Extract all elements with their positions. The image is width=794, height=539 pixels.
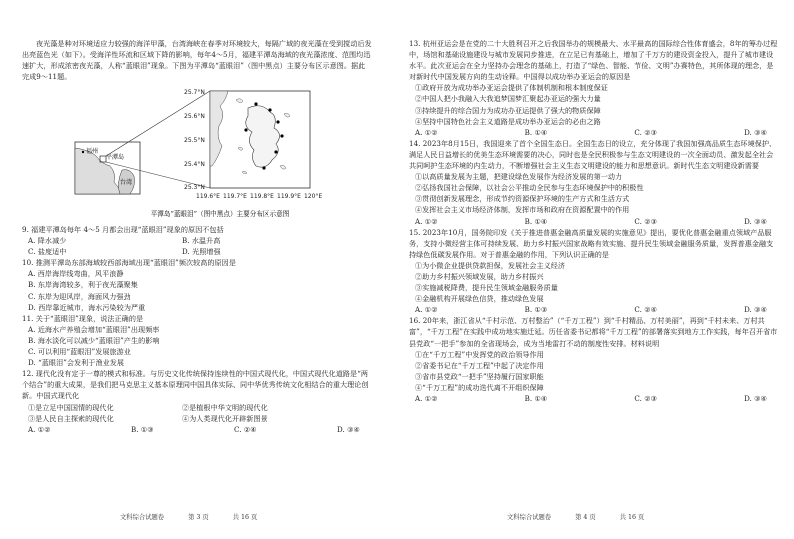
map-caption: 平潭岛“蓝眼泪”（图中黑点）主要分布区示意图: [150, 210, 290, 218]
q12-statement-2: ②是植根中华文明的现代化: [182, 402, 268, 412]
q12-statements-34: [22, 413, 372, 424]
lon-label-1: 119.6°E: [196, 193, 220, 200]
q13-statement-1: ①政府开放为成功举办亚运会提供了体制机制和根本制度保证: [415, 83, 608, 93]
right-footer-title: 文科综合试题卷: [507, 514, 552, 521]
q9-option-d: D. 光照增强: [182, 247, 221, 257]
q14-statement-2: ②弘扬我国社会保障，以社会公平推动全民参与生态环境保护中的积极性: [415, 183, 644, 193]
q13-statement-4: ④坚持中国特色社会主义道路是成功举办亚运会的必由之路: [415, 116, 601, 126]
q13-option-a: A. ①②: [415, 127, 438, 137]
q16-stem: 16. 20年来，浙江省从“千村示范、万村整治”（“千万工程”）到“千村精品、万村美丽”，再到“千村未来、万村共富”，“千万工程”在实践中成功地实施迁延。历任省委书记都将“千万工程”的部署落实到地方工作实践，每年召开省市县党政“一把手”参加的全省现场会，成为当地雷打不动的制度性安排。材料说明: [409, 316, 778, 348]
lon-label-4: 119.9°E: [277, 193, 301, 200]
inset-label-pingtan: 平潭岛: [106, 154, 125, 161]
q9-option-c: C. 盐度适中: [28, 247, 67, 257]
q14-option-c: C. ②③: [634, 216, 658, 226]
q12-statement-1: ①是立足中国国情的现代化: [28, 402, 114, 412]
q10-option-a: A. 西岸海岸线弯曲，风平浪静: [28, 269, 124, 279]
lat-label-4: 25.4°N: [184, 161, 205, 168]
q13-statement-3: ③持续提升的综合国力为成功办亚运提供了强大的物质保障: [415, 105, 601, 115]
q16-option-d: D. ③④: [744, 394, 767, 403]
q12-option-a: A. ①②: [28, 424, 51, 434]
q15-statement-4: ④金融机构开展绿色信贷，推动绿色发展: [415, 294, 544, 304]
left-questions: [22, 224, 372, 435]
q12-statement-4: ④为人类现代化开辟新图景: [182, 413, 268, 423]
lon-label-2: 119.7°E: [223, 193, 247, 200]
q16-statement-4: ④“千万工程”的成功迭代离不开组织保障: [415, 382, 544, 392]
q14-statement-1: ①以高质量发展为主题，把建设绿色发展作为经济发展的第一动力: [415, 172, 623, 182]
q12-stem: 12. 现代化没有定于一尊的模式和标准。与历史文化传统保持连续性的中国式现代化，中国式现代化道路是“两个结合”的重大成果，是我们把马克思主义基本原理同中国具体实际、同中华优秀传统文化相结合的重大理论创新。中国式现代化: [22, 369, 369, 401]
q15-options: [409, 304, 779, 315]
left-footer: [120, 512, 279, 521]
q11-stem: 11. 关于“蓝眼泪”现象，说法正确的是: [22, 313, 144, 323]
q16-statement-2: ②省委书记在“千万工程”中起了决定作用: [415, 360, 544, 370]
right-page: [397, 0, 794, 539]
q15-option-d: D. ③④: [744, 305, 767, 315]
q10-option-d: D. 西岸靠近城市，海水污染较为严重: [28, 302, 146, 312]
q11-option-c: C. 可以利用“蓝眼泪”发展旅游业: [28, 347, 131, 357]
q13-option-d: D. ③④: [744, 127, 767, 137]
lat-label-5: 25.3°N: [184, 184, 205, 191]
q14-option-b: B. ①④: [524, 216, 548, 226]
right-column: [409, 38, 779, 404]
q12-option-c: C. ②④: [234, 424, 257, 434]
leader-line-top: [106, 91, 210, 156]
q12-statements-12: [22, 402, 372, 413]
left-footer-total: 共 16 页: [232, 514, 258, 521]
q12-options: [22, 424, 372, 435]
lon-label-3: 119.8°E: [250, 193, 274, 200]
left-footer-page: 第 3 页: [188, 514, 209, 521]
q14-options: [409, 216, 779, 227]
q16-option-a: A. ①②: [415, 394, 438, 403]
q15-option-c: C. ②④: [634, 305, 658, 315]
q10-option-b: B. 东岸海湾较多，利于夜光藻聚集: [28, 280, 138, 290]
map-svg: [70, 86, 370, 226]
lat-label-3: 25.5°N: [184, 137, 205, 144]
q15-option-a: A. ①②: [415, 305, 438, 315]
q13-stem: 13. 杭州亚运会是在党的二十大胜利召开之后我国举办的规模最大、水平最高的国际综合性体育盛会，8年的筹办过程中，场馆和基础设施建设与城市发展同步推进，在立足已有基础上，增加了千万方的建设资金投入，提升了城市建设水平。此次亚运会在全力坚持办会理念的基础上，打造了“绿色、智能、节俭、文明”办赛特色，其所体现的理念，是对新时代中国发展方向的生动诠释。中国得以成功举办亚运会的原因是: [409, 39, 778, 82]
fuzhou-point: [82, 151, 84, 153]
q16-option-b: B. ①④: [524, 394, 548, 403]
q9-option-a: A. 降水减少: [28, 236, 67, 246]
q16-option-c: C. ②③: [634, 394, 658, 403]
map-figure: [70, 86, 370, 226]
lat-label-1: 25.7°N: [184, 89, 205, 96]
q10-option-c: C. 东岸为迎风岸，海面风力强劲: [28, 291, 131, 301]
q14-option-a: A. ①②: [415, 216, 438, 226]
q14-statement-3: ③贯彻创新发展理念，形成节约资源保护环境的生产方式和生活方式: [415, 194, 630, 204]
lat-label-2: 25.6°N: [184, 113, 205, 120]
q15-option-b: B. ①③: [524, 305, 548, 315]
q15-statement-3: ③实施减税降费，提升民生领域金融服务质量: [415, 283, 558, 293]
q11-option-b: B. 海水淡化可以减少“蓝眼泪”产生的影响: [28, 335, 160, 345]
inset-label-fuzhou: 福州: [86, 148, 99, 155]
q14-stem: 14. 2023年8月15日，我国迎来了首个全国生态日。全国生态日的设立，充分体现了我国加强高品质生态环境保护、满足人民日益增长的优美生态环境需要的决心，同时也是全民积极参与生态文明建设的一次全面动员、激发起全社会共同呵护生态环境的内生动力，不断增强社会主义生态文明建设的能力和思想意识。新时代生态文明建设新需要: [409, 138, 777, 171]
q13-statement-2: ②中国人把小我融入大我追梦国梦汇聚起办亚运的强大力量: [415, 94, 601, 104]
q14-statement-4: ④发挥社会主义市场经济体制，发挥市场和政府在资源配置中的作用: [415, 205, 630, 215]
q13-option-b: B. ①④: [524, 127, 548, 137]
q9-option-b: B. 水温升高: [182, 236, 221, 246]
q16-options: [409, 393, 779, 404]
lon-label-5: 120°E: [304, 193, 323, 200]
intro-passage: 夜光藻是种对环境适应力较强的海洋甲藻，台湾海峡在春季对环境较大，每隔广域的夜光藻在受到搅动后发出亮蓝色光（如下）。受海洋性环流和区域下降的影响，每年4～5月，福建平潭岛海域的夜光藻浓度、范围均迅速扩大，形成浓密夜光藻，人称“蓝眼泪”现象。下图为平潭岛“蓝眼泪”（图中黑点）主要分布区示意图。据此完成9～11题。: [22, 39, 372, 82]
right-footer: [507, 512, 666, 521]
q13-option-c: C. ②③: [634, 127, 658, 137]
q12-option-d: D. ③④: [337, 424, 360, 434]
q12-option-b: B. ①③: [130, 424, 154, 434]
q10-stem: 10. 推测平潭岛东部海域较西部海域出现“蓝眼泪”频次较高的原因是: [22, 258, 236, 268]
left-footer-title: 文科综合试题卷: [120, 514, 165, 521]
q12-statement-3: ③是人民自主探索的现代化: [28, 413, 114, 423]
q13-options: [409, 127, 779, 138]
q15-statement-1: ①为小微企业提供贷款担保，发展社会主义经济: [415, 260, 566, 270]
q11-option-d: D. “蓝眼泪”会发利于渔业发展: [28, 358, 125, 368]
q16-statement-1: ①在“千万工程”中发挥党的政治领导作用: [415, 349, 544, 359]
right-footer-page: 第 4 页: [575, 514, 596, 521]
q9-stem: 9. 福建平潭岛每年 4～5 月都会出现“蓝眼泪”现象的原因不包括: [22, 225, 224, 234]
q14-option-d: D. ③④: [744, 216, 767, 226]
q9-options-cd: [22, 246, 372, 257]
q9-options-ab: [22, 235, 372, 246]
q11-option-a: A. 近海水产养殖会增加“蓝眼泪”出现频率: [28, 324, 160, 334]
right-footer-total: 共 16 页: [619, 514, 645, 521]
q15-stem: 15. 2023年10月，国务院印发《关于推进普惠金融高质量发展的实施意见》提出，要优化普惠金融重点领域产品服务，支持小微经营主体可持续发展、助力乡村振兴国家战略有效实施、提升民生领域金融服务质量，发挥普惠金融支持绿色低碳发展作用。对于普惠金融的作用，下列认识正确的是: [409, 227, 774, 259]
inset-label-taiwan: 台湾: [120, 179, 133, 186]
left-column: [22, 38, 372, 82]
q16-statement-3: ③省市县党政“一把手”坚持履行国家职能: [415, 371, 544, 381]
q15-statement-2: ②助力乡村振兴领域发展，助力乡村振兴: [415, 271, 544, 281]
